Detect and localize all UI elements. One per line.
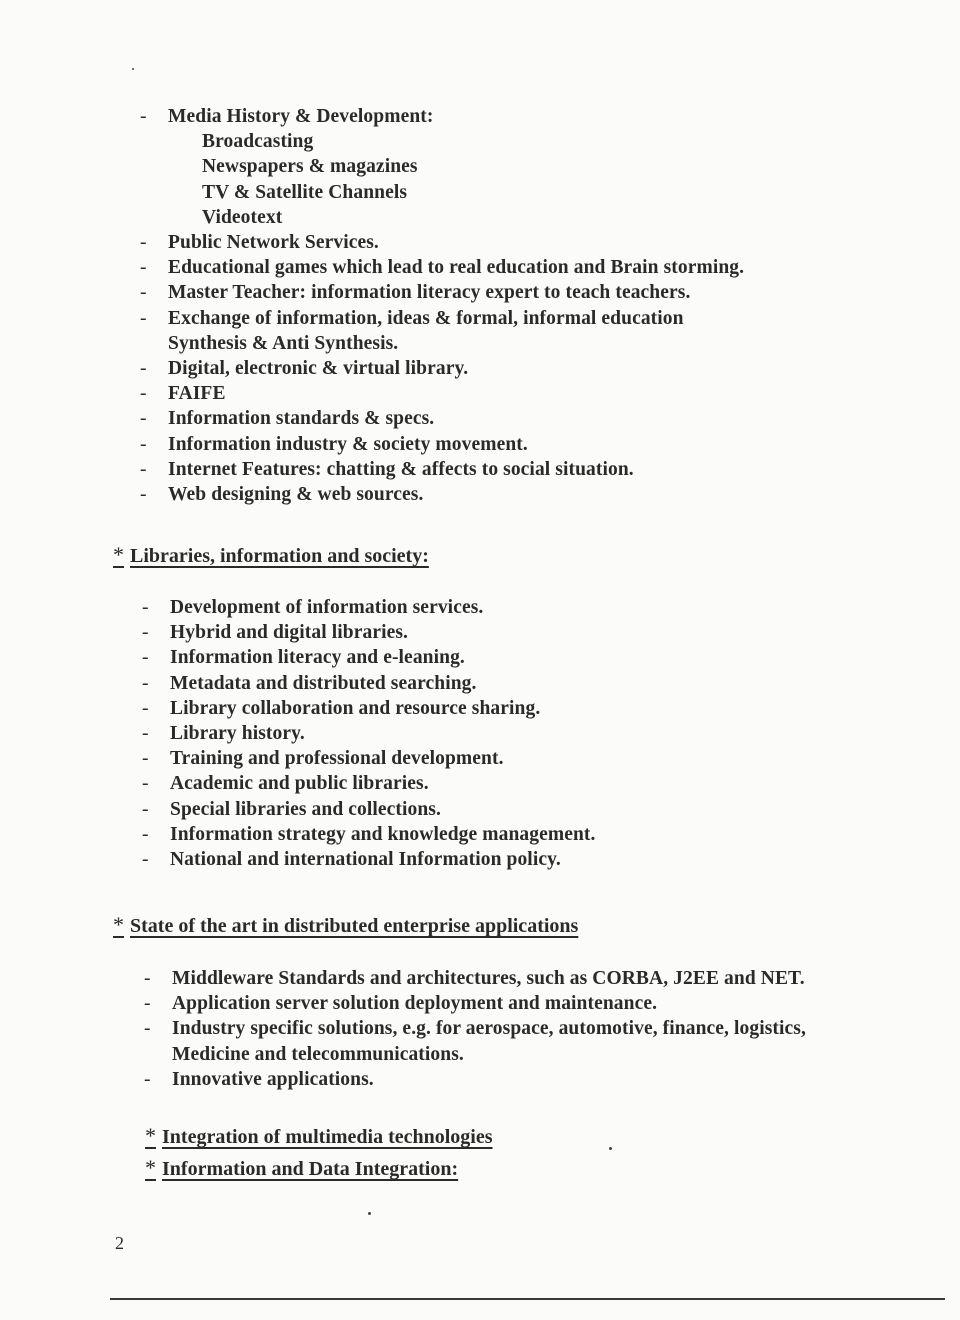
sub-item: Videotext — [202, 206, 283, 228]
list-item: - Web designing & web sources. — [140, 484, 424, 506]
sub-item: Broadcasting — [202, 131, 314, 153]
list-item: - FAIFE — [140, 383, 226, 405]
list-item-continuation: Medicine and telecommunications. — [172, 1043, 464, 1065]
scan-speck — [609, 1147, 612, 1150]
dash-marker: - — [140, 106, 147, 127]
list-item: - Application server solution deployment and maintenance. — [144, 993, 658, 1015]
asterisk-marker: * — [113, 542, 124, 567]
section-heading-multimedia: * Integration of multimedia technologies — [145, 1123, 493, 1148]
scan-edge-line — [110, 1298, 945, 1300]
asterisk-marker: * — [145, 1155, 156, 1180]
page-number: 2 — [115, 1233, 124, 1253]
asterisk-marker: * — [113, 912, 124, 937]
list-item: - National and international Information policy. — [142, 849, 561, 871]
section-heading-data-integration: * Information and Data Integration: — [145, 1155, 459, 1180]
list-item: - Information standards & specs. — [140, 408, 435, 430]
list-item: - Innovative applications. — [144, 1068, 374, 1090]
list-item: - Media History & Development: — [168, 104, 744, 129]
list-item: - Middleware Standards and architectures, such as CORBA, J2EE and NET. — [144, 968, 805, 989]
asterisk-marker: * — [145, 1123, 156, 1148]
list-item: - Information industry & society movement. — [140, 433, 528, 455]
list-item: - Master Teacher: information literacy expert to teach teachers. — [140, 282, 691, 304]
section-heading-enterprise: * State of the art in distributed enterprise applications — [113, 912, 579, 937]
list-item: - Information literacy and e-leaning. — [142, 647, 465, 669]
enterprise-topics-list — [144, 966, 806, 1092]
list-item: - Training and professional development. — [142, 748, 504, 770]
list-item: - Industry specific solutions, e.g. for aerospace, automotive, finance, logistics, — [144, 1018, 806, 1040]
list-item: - Metadata and distributed searching. — [142, 672, 477, 694]
scan-speck — [132, 68, 134, 70]
list-item: - Academic and public libraries. — [142, 773, 429, 795]
media-topics-list — [140, 104, 745, 507]
list-item: - Information strategy and knowledge management. — [142, 823, 596, 845]
list-item: - Educational games which lead to real education and Brain storming. — [140, 257, 745, 279]
sub-item: TV & Satellite Channels — [202, 181, 408, 203]
section-heading-libraries: * Libraries, information and society: — [113, 542, 429, 567]
libraries-topics-list — [142, 595, 596, 872]
sub-item: Newspapers & magazines — [202, 156, 418, 178]
list-item: - Internet Features: chatting & affects to social situation. — [140, 458, 634, 480]
list-item-continuation: Synthesis & Anti Synthesis. — [168, 332, 399, 354]
scan-speck — [368, 1212, 371, 1215]
list-item: - Public Network Services. — [140, 232, 379, 254]
list-item: - Hybrid and digital libraries. — [142, 622, 409, 644]
list-item: - Digital, electronic & virtual library. — [140, 358, 469, 380]
list-item: - Special libraries and collections. — [142, 798, 441, 820]
list-item: - Development of information services. — [142, 597, 484, 618]
list-item: - Library collaboration and resource sharing. — [142, 697, 541, 719]
list-item: - Library history. — [142, 723, 305, 745]
list-item: - Exchange of information, ideas & formal, informal education — [140, 307, 684, 329]
